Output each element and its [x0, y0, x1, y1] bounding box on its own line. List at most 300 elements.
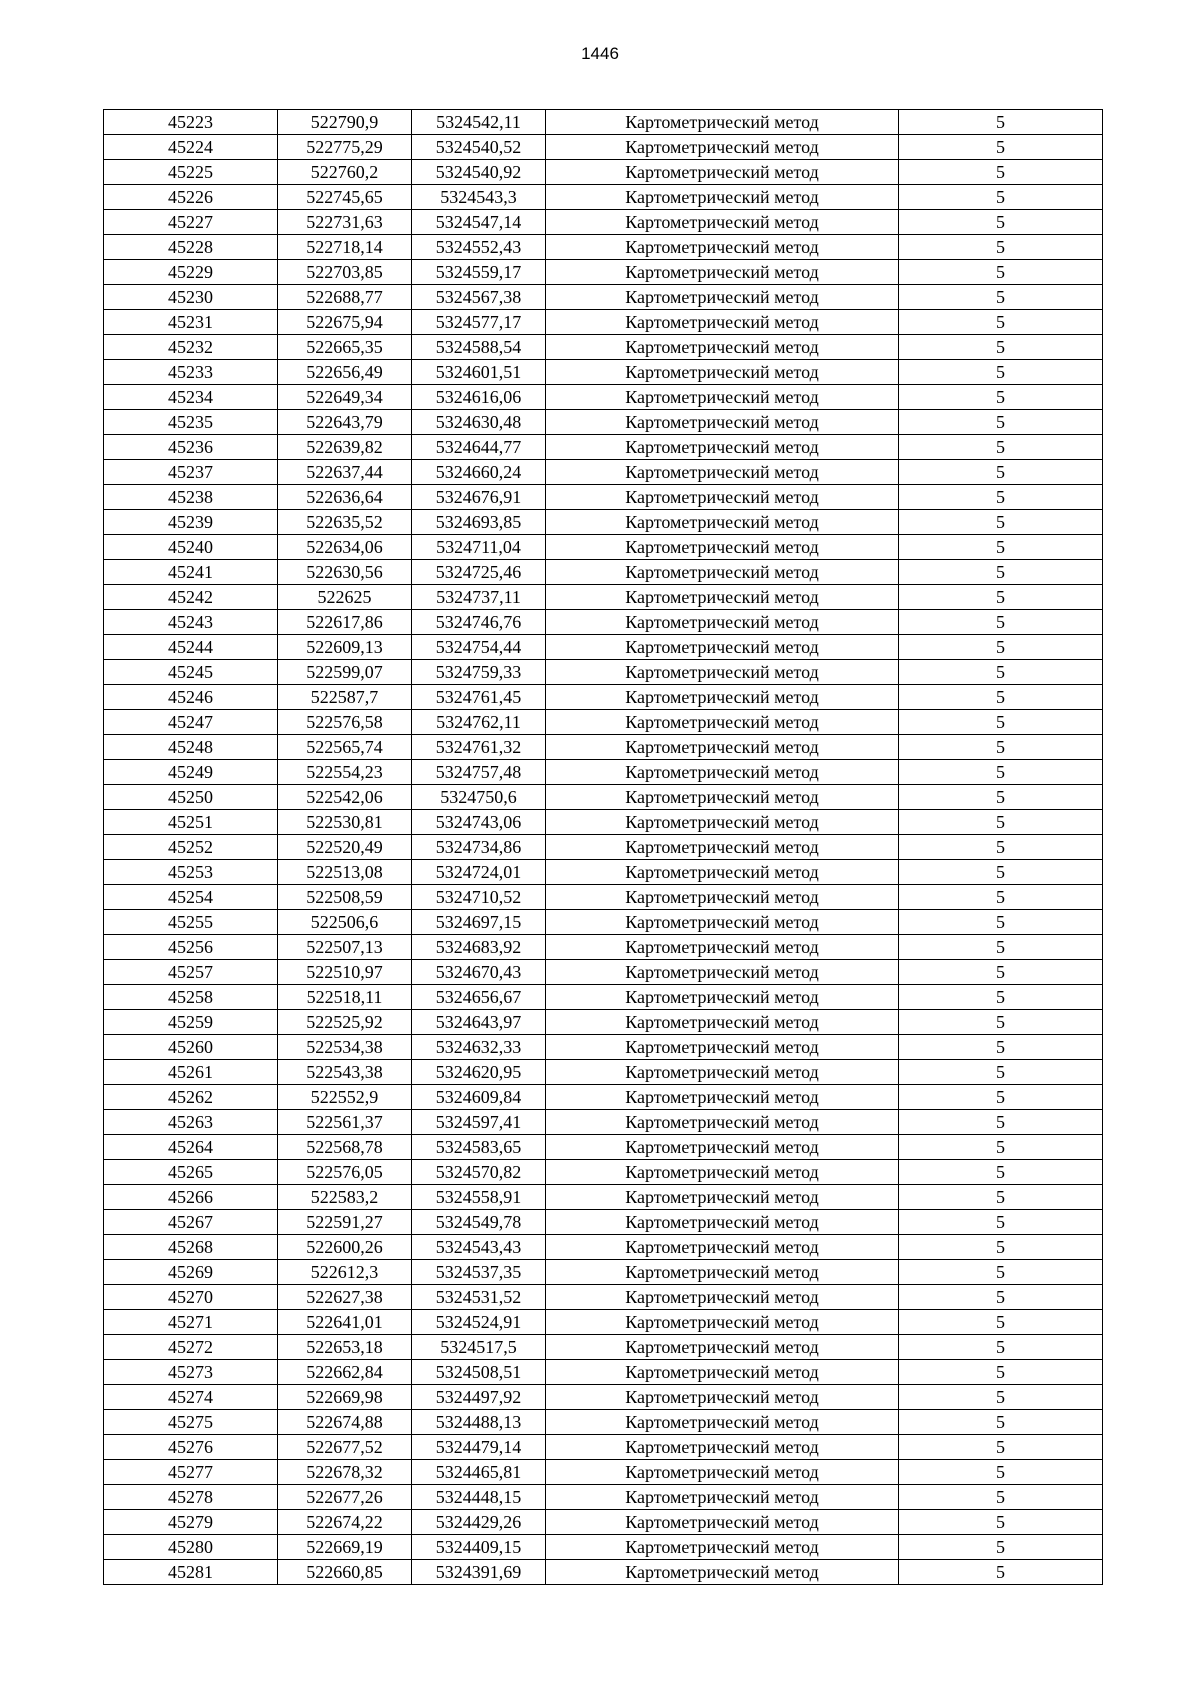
y-coordinate-cell: 5324448,15	[412, 1485, 546, 1510]
table-row	[104, 560, 1103, 585]
method-cell: Картометрический метод	[546, 310, 899, 335]
point-number-cell: 45264	[104, 1135, 278, 1160]
x-coordinate-cell: 522576,58	[278, 710, 412, 735]
accuracy-cell: 5	[899, 235, 1103, 260]
table-row	[104, 485, 1103, 510]
table-row	[104, 810, 1103, 835]
point-number-cell: 45258	[104, 985, 278, 1010]
accuracy-cell: 5	[899, 435, 1103, 460]
method-cell: Картометрический метод	[546, 185, 899, 210]
accuracy-cell: 5	[899, 260, 1103, 285]
point-number-cell: 45256	[104, 935, 278, 960]
y-coordinate-cell: 5324601,51	[412, 360, 546, 385]
method-cell: Картометрический метод	[546, 985, 899, 1010]
x-coordinate-cell: 522534,38	[278, 1035, 412, 1060]
point-number-cell: 45232	[104, 335, 278, 360]
table-row	[104, 360, 1103, 385]
accuracy-cell: 5	[899, 860, 1103, 885]
point-number-cell: 45227	[104, 210, 278, 235]
y-coordinate-cell: 5324644,77	[412, 435, 546, 460]
method-cell: Картометрический метод	[546, 1385, 899, 1410]
x-coordinate-cell: 522636,64	[278, 485, 412, 510]
x-coordinate-cell: 522790,9	[278, 110, 412, 135]
accuracy-cell: 5	[899, 1385, 1103, 1410]
y-coordinate-cell: 5324488,13	[412, 1410, 546, 1435]
accuracy-cell: 5	[899, 1435, 1103, 1460]
y-coordinate-cell: 5324531,52	[412, 1285, 546, 1310]
y-coordinate-cell: 5324497,92	[412, 1385, 546, 1410]
table-row	[104, 510, 1103, 535]
method-cell: Картометрический метод	[546, 1160, 899, 1185]
accuracy-cell: 5	[899, 110, 1103, 135]
table-row	[104, 210, 1103, 235]
x-coordinate-cell: 522612,3	[278, 1260, 412, 1285]
y-coordinate-cell: 5324725,46	[412, 560, 546, 585]
accuracy-cell: 5	[899, 385, 1103, 410]
y-coordinate-cell: 5324547,14	[412, 210, 546, 235]
method-cell: Картометрический метод	[546, 1485, 899, 1510]
table-row	[104, 1160, 1103, 1185]
table-row	[104, 135, 1103, 160]
point-number-cell: 45223	[104, 110, 278, 135]
page-number: 1446	[581, 44, 619, 63]
method-cell: Картометрический метод	[546, 385, 899, 410]
y-coordinate-cell: 5324391,69	[412, 1560, 546, 1585]
table-row	[104, 460, 1103, 485]
x-coordinate-cell: 522675,94	[278, 310, 412, 335]
point-number-cell: 45245	[104, 660, 278, 685]
y-coordinate-cell: 5324465,81	[412, 1460, 546, 1485]
point-number-cell: 45271	[104, 1310, 278, 1335]
method-cell: Картометрический метод	[546, 760, 899, 785]
method-cell: Картометрический метод	[546, 335, 899, 360]
point-number-cell: 45268	[104, 1235, 278, 1260]
table-row	[104, 260, 1103, 285]
accuracy-cell: 5	[899, 785, 1103, 810]
method-cell: Картометрический метод	[546, 1310, 899, 1335]
table-row	[104, 1010, 1103, 1035]
y-coordinate-cell: 5324750,6	[412, 785, 546, 810]
point-number-cell: 45275	[104, 1410, 278, 1435]
accuracy-cell: 5	[899, 1160, 1103, 1185]
method-cell: Картометрический метод	[546, 535, 899, 560]
table-row	[104, 1135, 1103, 1160]
accuracy-cell: 5	[899, 1335, 1103, 1360]
y-coordinate-cell: 5324537,35	[412, 1260, 546, 1285]
x-coordinate-cell: 522674,88	[278, 1410, 412, 1435]
table-row	[104, 1535, 1103, 1560]
table-row	[104, 1185, 1103, 1210]
method-cell: Картометрический метод	[546, 1135, 899, 1160]
y-coordinate-cell: 5324724,01	[412, 860, 546, 885]
y-coordinate-cell: 5324508,51	[412, 1360, 546, 1385]
accuracy-cell: 5	[899, 285, 1103, 310]
table-row	[104, 1485, 1103, 1510]
method-cell: Картометрический метод	[546, 735, 899, 760]
method-cell: Картометрический метод	[546, 1435, 899, 1460]
x-coordinate-cell: 522510,97	[278, 960, 412, 985]
method-cell: Картометрический метод	[546, 285, 899, 310]
x-coordinate-cell: 522677,26	[278, 1485, 412, 1510]
table-row	[104, 310, 1103, 335]
y-coordinate-cell: 5324542,11	[412, 110, 546, 135]
table-row	[104, 1235, 1103, 1260]
method-cell: Картометрический метод	[546, 1110, 899, 1135]
y-coordinate-cell: 5324543,43	[412, 1235, 546, 1260]
table-row	[104, 110, 1103, 135]
x-coordinate-cell: 522576,05	[278, 1160, 412, 1185]
point-number-cell: 45237	[104, 460, 278, 485]
accuracy-cell: 5	[899, 585, 1103, 610]
point-number-cell: 45250	[104, 785, 278, 810]
table-row	[104, 435, 1103, 460]
y-coordinate-cell: 5324711,04	[412, 535, 546, 560]
point-number-cell: 45249	[104, 760, 278, 785]
point-number-cell: 45266	[104, 1185, 278, 1210]
method-cell: Картометрический метод	[546, 1035, 899, 1060]
accuracy-cell: 5	[899, 160, 1103, 185]
method-cell: Картометрический метод	[546, 1010, 899, 1035]
table-row	[104, 235, 1103, 260]
x-coordinate-cell: 522609,13	[278, 635, 412, 660]
y-coordinate-cell: 5324558,91	[412, 1185, 546, 1210]
method-cell: Картометрический метод	[546, 1085, 899, 1110]
table-row	[104, 885, 1103, 910]
table-row	[104, 685, 1103, 710]
x-coordinate-cell: 522635,52	[278, 510, 412, 535]
table-row	[104, 1560, 1103, 1585]
point-number-cell: 45252	[104, 835, 278, 860]
x-coordinate-cell: 522508,59	[278, 885, 412, 910]
method-cell: Картометрический метод	[546, 510, 899, 535]
x-coordinate-cell: 522662,84	[278, 1360, 412, 1385]
y-coordinate-cell: 5324743,06	[412, 810, 546, 835]
accuracy-cell: 5	[899, 1060, 1103, 1085]
method-cell: Картометрический метод	[546, 635, 899, 660]
accuracy-cell: 5	[899, 1110, 1103, 1135]
accuracy-cell: 5	[899, 1035, 1103, 1060]
table-row	[104, 335, 1103, 360]
y-coordinate-cell: 5324552,43	[412, 235, 546, 260]
x-coordinate-cell: 522506,6	[278, 910, 412, 935]
point-number-cell: 45259	[104, 1010, 278, 1035]
y-coordinate-cell: 5324540,92	[412, 160, 546, 185]
y-coordinate-cell: 5324737,11	[412, 585, 546, 610]
y-coordinate-cell: 5324697,15	[412, 910, 546, 935]
x-coordinate-cell: 522599,07	[278, 660, 412, 685]
y-coordinate-cell: 5324620,95	[412, 1060, 546, 1085]
y-coordinate-cell: 5324754,44	[412, 635, 546, 660]
method-cell: Картометрический метод	[546, 135, 899, 160]
table-row	[104, 1285, 1103, 1310]
point-number-cell: 45267	[104, 1210, 278, 1235]
point-number-cell: 45278	[104, 1485, 278, 1510]
point-number-cell: 45241	[104, 560, 278, 585]
x-coordinate-cell: 522731,63	[278, 210, 412, 235]
method-cell: Картометрический метод	[546, 410, 899, 435]
table-row	[104, 1060, 1103, 1085]
point-number-cell: 45253	[104, 860, 278, 885]
y-coordinate-cell: 5324656,67	[412, 985, 546, 1010]
point-number-cell: 45247	[104, 710, 278, 735]
method-cell: Картометрический метод	[546, 1285, 899, 1310]
x-coordinate-cell: 522507,13	[278, 935, 412, 960]
table-row	[104, 660, 1103, 685]
x-coordinate-cell: 522669,98	[278, 1385, 412, 1410]
table-row	[104, 910, 1103, 935]
method-cell: Картометрический метод	[546, 1335, 899, 1360]
y-coordinate-cell: 5324517,5	[412, 1335, 546, 1360]
table-row	[104, 860, 1103, 885]
x-coordinate-cell: 522745,65	[278, 185, 412, 210]
method-cell: Картометрический метод	[546, 810, 899, 835]
method-cell: Картометрический метод	[546, 560, 899, 585]
accuracy-cell: 5	[899, 1010, 1103, 1035]
x-coordinate-cell: 522525,92	[278, 1010, 412, 1035]
y-coordinate-cell: 5324632,33	[412, 1035, 546, 1060]
accuracy-cell: 5	[899, 1485, 1103, 1510]
y-coordinate-cell: 5324761,32	[412, 735, 546, 760]
method-cell: Картометрический метод	[546, 1235, 899, 1260]
x-coordinate-cell: 522542,06	[278, 785, 412, 810]
table-row	[104, 585, 1103, 610]
x-coordinate-cell: 522637,44	[278, 460, 412, 485]
y-coordinate-cell: 5324570,82	[412, 1160, 546, 1185]
x-coordinate-cell: 522568,78	[278, 1135, 412, 1160]
method-cell: Картометрический метод	[546, 935, 899, 960]
method-cell: Картометрический метод	[546, 785, 899, 810]
x-coordinate-cell: 522653,18	[278, 1335, 412, 1360]
point-number-cell: 45246	[104, 685, 278, 710]
method-cell: Картометрический метод	[546, 360, 899, 385]
method-cell: Картометрический метод	[546, 1410, 899, 1435]
x-coordinate-cell: 522634,06	[278, 535, 412, 560]
method-cell: Картометрический метод	[546, 610, 899, 635]
method-cell: Картометрический метод	[546, 585, 899, 610]
y-coordinate-cell: 5324524,91	[412, 1310, 546, 1335]
point-number-cell: 45280	[104, 1535, 278, 1560]
x-coordinate-cell: 522543,38	[278, 1060, 412, 1085]
table-row	[104, 1335, 1103, 1360]
method-cell: Картометрический метод	[546, 1510, 899, 1535]
method-cell: Картометрический метод	[546, 835, 899, 860]
point-number-cell: 45229	[104, 260, 278, 285]
method-cell: Картометрический метод	[546, 210, 899, 235]
point-number-cell: 45233	[104, 360, 278, 385]
x-coordinate-cell: 522678,32	[278, 1460, 412, 1485]
table-row	[104, 785, 1103, 810]
method-cell: Картометрический метод	[546, 1360, 899, 1385]
y-coordinate-cell: 5324676,91	[412, 485, 546, 510]
point-number-cell: 45274	[104, 1385, 278, 1410]
y-coordinate-cell: 5324583,65	[412, 1135, 546, 1160]
x-coordinate-cell: 522530,81	[278, 810, 412, 835]
y-coordinate-cell: 5324577,17	[412, 310, 546, 335]
accuracy-cell: 5	[899, 410, 1103, 435]
table-row	[104, 985, 1103, 1010]
accuracy-cell: 5	[899, 1285, 1103, 1310]
accuracy-cell: 5	[899, 460, 1103, 485]
point-number-cell: 45240	[104, 535, 278, 560]
accuracy-cell: 5	[899, 1535, 1103, 1560]
x-coordinate-cell: 522660,85	[278, 1560, 412, 1585]
accuracy-cell: 5	[899, 360, 1103, 385]
accuracy-cell: 5	[899, 660, 1103, 685]
accuracy-cell: 5	[899, 935, 1103, 960]
accuracy-cell: 5	[899, 760, 1103, 785]
accuracy-cell: 5	[899, 310, 1103, 335]
accuracy-cell: 5	[899, 510, 1103, 535]
x-coordinate-cell: 522649,34	[278, 385, 412, 410]
point-number-cell: 45244	[104, 635, 278, 660]
x-coordinate-cell: 522552,9	[278, 1085, 412, 1110]
y-coordinate-cell: 5324429,26	[412, 1510, 546, 1535]
accuracy-cell: 5	[899, 485, 1103, 510]
y-coordinate-cell: 5324643,97	[412, 1010, 546, 1035]
y-coordinate-cell: 5324567,38	[412, 285, 546, 310]
table-row	[104, 1035, 1103, 1060]
x-coordinate-cell: 522688,77	[278, 285, 412, 310]
table-row	[104, 385, 1103, 410]
point-number-cell: 45263	[104, 1110, 278, 1135]
y-coordinate-cell: 5324588,54	[412, 335, 546, 360]
y-coordinate-cell: 5324761,45	[412, 685, 546, 710]
method-cell: Картометрический метод	[546, 435, 899, 460]
table-row	[104, 835, 1103, 860]
table-row	[104, 610, 1103, 635]
accuracy-cell: 5	[899, 1260, 1103, 1285]
point-number-cell: 45273	[104, 1360, 278, 1385]
accuracy-cell: 5	[899, 210, 1103, 235]
x-coordinate-cell: 522600,26	[278, 1235, 412, 1260]
x-coordinate-cell: 522561,37	[278, 1110, 412, 1135]
y-coordinate-cell: 5324540,52	[412, 135, 546, 160]
method-cell: Картометрический метод	[546, 910, 899, 935]
table-row	[104, 1435, 1103, 1460]
x-coordinate-cell: 522639,82	[278, 435, 412, 460]
x-coordinate-cell: 522760,2	[278, 160, 412, 185]
y-coordinate-cell: 5324630,48	[412, 410, 546, 435]
table-row	[104, 1410, 1103, 1435]
y-coordinate-cell: 5324549,78	[412, 1210, 546, 1235]
method-cell: Картометрический метод	[546, 235, 899, 260]
coordinates-table-body	[104, 110, 1103, 1585]
x-coordinate-cell: 522518,11	[278, 985, 412, 1010]
x-coordinate-cell: 522703,85	[278, 260, 412, 285]
point-number-cell: 45255	[104, 910, 278, 935]
x-coordinate-cell: 522669,19	[278, 1535, 412, 1560]
accuracy-cell: 5	[899, 635, 1103, 660]
y-coordinate-cell: 5324710,52	[412, 885, 546, 910]
point-number-cell: 45236	[104, 435, 278, 460]
method-cell: Картометрический метод	[546, 685, 899, 710]
y-coordinate-cell: 5324759,33	[412, 660, 546, 685]
point-number-cell: 45225	[104, 160, 278, 185]
accuracy-cell: 5	[899, 1135, 1103, 1160]
table-row	[104, 960, 1103, 985]
x-coordinate-cell: 522583,2	[278, 1185, 412, 1210]
point-number-cell: 45238	[104, 485, 278, 510]
y-coordinate-cell: 5324746,76	[412, 610, 546, 635]
accuracy-cell: 5	[899, 1085, 1103, 1110]
accuracy-cell: 5	[899, 1460, 1103, 1485]
accuracy-cell: 5	[899, 135, 1103, 160]
y-coordinate-cell: 5324409,15	[412, 1535, 546, 1560]
x-coordinate-cell: 522656,49	[278, 360, 412, 385]
method-cell: Картометрический метод	[546, 485, 899, 510]
table-row	[104, 935, 1103, 960]
table-row	[104, 1110, 1103, 1135]
x-coordinate-cell: 522520,49	[278, 835, 412, 860]
point-number-cell: 45226	[104, 185, 278, 210]
x-coordinate-cell: 522617,86	[278, 610, 412, 635]
method-cell: Картометрический метод	[546, 860, 899, 885]
x-coordinate-cell: 522775,29	[278, 135, 412, 160]
table-row	[104, 1460, 1103, 1485]
x-coordinate-cell: 522513,08	[278, 860, 412, 885]
method-cell: Картометрический метод	[546, 1185, 899, 1210]
accuracy-cell: 5	[899, 885, 1103, 910]
method-cell: Картометрический метод	[546, 660, 899, 685]
method-cell: Картометрический метод	[546, 885, 899, 910]
x-coordinate-cell: 522674,22	[278, 1510, 412, 1535]
point-number-cell: 45270	[104, 1285, 278, 1310]
y-coordinate-cell: 5324670,43	[412, 960, 546, 985]
point-number-cell: 45251	[104, 810, 278, 835]
table-row	[104, 1385, 1103, 1410]
table-row	[104, 1085, 1103, 1110]
method-cell: Картометрический метод	[546, 960, 899, 985]
accuracy-cell: 5	[899, 835, 1103, 860]
y-coordinate-cell: 5324683,92	[412, 935, 546, 960]
x-coordinate-cell: 522565,74	[278, 735, 412, 760]
x-coordinate-cell: 522643,79	[278, 410, 412, 435]
table-row	[104, 285, 1103, 310]
y-coordinate-cell: 5324616,06	[412, 385, 546, 410]
accuracy-cell: 5	[899, 560, 1103, 585]
accuracy-cell: 5	[899, 1185, 1103, 1210]
accuracy-cell: 5	[899, 810, 1103, 835]
point-number-cell: 45260	[104, 1035, 278, 1060]
method-cell: Картометрический метод	[546, 1535, 899, 1560]
point-number-cell: 45254	[104, 885, 278, 910]
method-cell: Картометрический метод	[546, 1560, 899, 1585]
method-cell: Картометрический метод	[546, 1060, 899, 1085]
point-number-cell: 45230	[104, 285, 278, 310]
y-coordinate-cell: 5324543,3	[412, 185, 546, 210]
point-number-cell: 45276	[104, 1435, 278, 1460]
accuracy-cell: 5	[899, 960, 1103, 985]
accuracy-cell: 5	[899, 1310, 1103, 1335]
point-number-cell: 45261	[104, 1060, 278, 1085]
method-cell: Картометрический метод	[546, 1260, 899, 1285]
x-coordinate-cell: 522677,52	[278, 1435, 412, 1460]
point-number-cell: 45272	[104, 1335, 278, 1360]
method-cell: Картометрический метод	[546, 260, 899, 285]
y-coordinate-cell: 5324559,17	[412, 260, 546, 285]
point-number-cell: 45243	[104, 610, 278, 635]
table-row	[104, 410, 1103, 435]
table-row	[104, 1210, 1103, 1235]
table-row	[104, 1360, 1103, 1385]
point-number-cell: 45281	[104, 1560, 278, 1585]
x-coordinate-cell: 522630,56	[278, 560, 412, 585]
method-cell: Картометрический метод	[546, 1460, 899, 1485]
accuracy-cell: 5	[899, 1235, 1103, 1260]
point-number-cell: 45248	[104, 735, 278, 760]
x-coordinate-cell: 522587,7	[278, 685, 412, 710]
point-number-cell: 45234	[104, 385, 278, 410]
